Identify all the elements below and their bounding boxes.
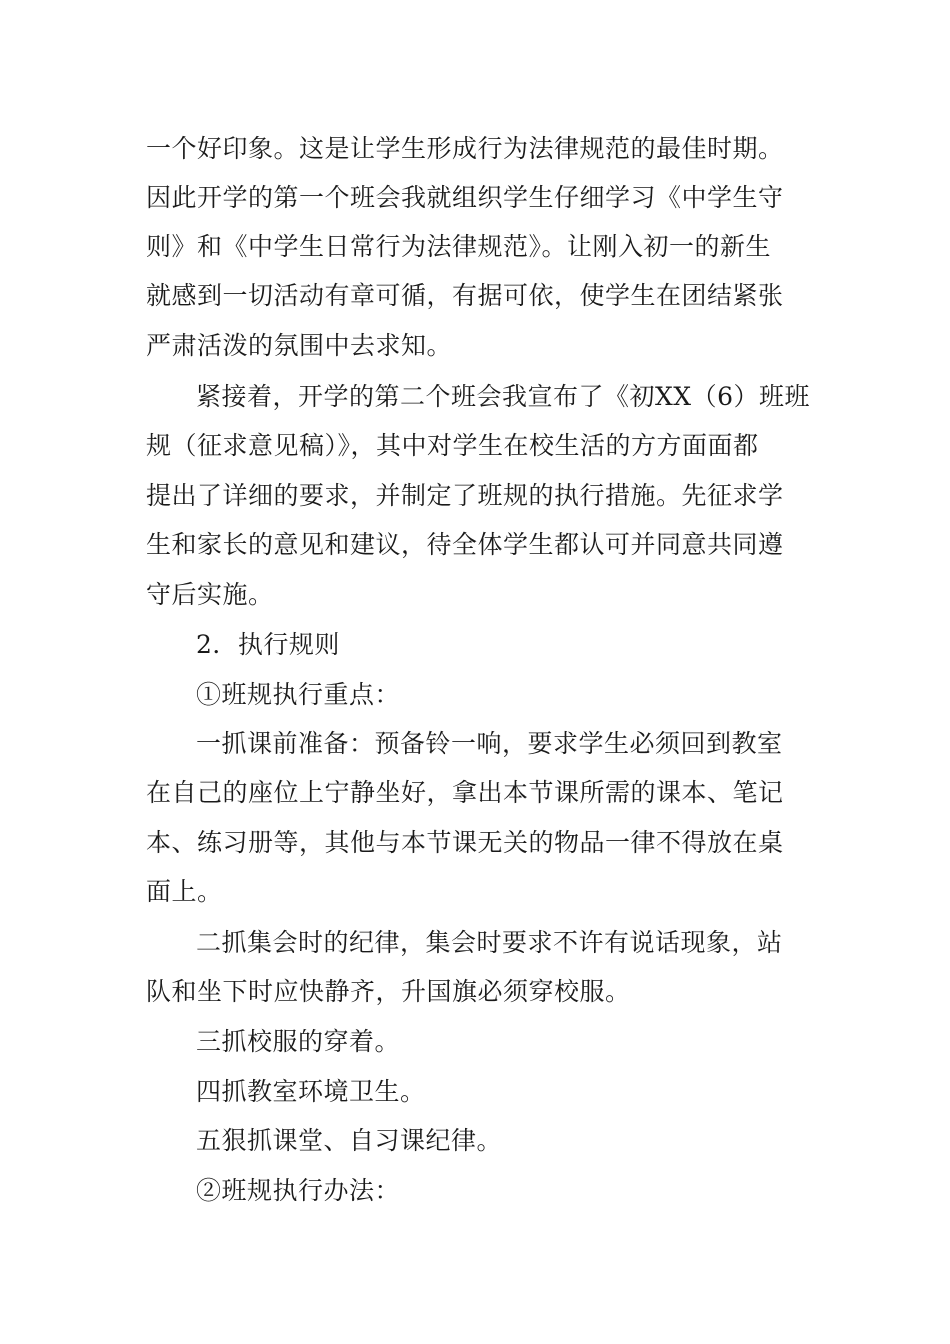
text-line: 生和家长的意见和建议，待全体学生都认可并同意共同遵 [146,530,784,559]
text-line: 面上。 [146,877,223,906]
paragraph-start: 一抓课前准备：预备铃一响，要求学生必须回到教室 [196,729,783,758]
paragraph-start: 紧接着，开学的第二个班会我宣布了《初XX（6）班班 [196,382,811,411]
subsection-heading: ①班规执行重点： [196,680,401,709]
text-line: 本、练习册等，其他与本节课无关的物品一律不得放在桌 [146,828,784,857]
text-line: 一个好印象。这是让学生形成行为法律规范的最佳时期。 [146,134,784,163]
paragraph-start: 二抓集会时的纪律，集会时要求不许有说话现象，站 [196,928,783,957]
text-line: 就感到一切活动有章可循，有据可依，使学生在团结紧张 [146,281,784,310]
text-line: 提出了详细的要求，并制定了班规的执行措施。先征求学 [146,481,784,510]
text-line: 因此开学的第一个班会我就组织学生仔细学习《中学生守 [146,183,784,212]
text-line: 则》和《中学生日常行为法律规范》。让刚入初一的新生 [146,232,772,261]
text-line: 守后实施。 [146,580,274,609]
text-line: 在自己的座位上宁静坐好，拿出本节课所需的课本、笔记 [146,778,784,807]
subsection-heading: ②班规执行办法： [196,1176,401,1205]
list-item: 五狠抓课堂、自习课纪律。 [196,1126,503,1155]
text-line: 队和坐下时应快静齐，升国旗必须穿校服。 [146,977,631,1006]
list-item: 四抓教室环境卫生。 [196,1077,426,1106]
list-item: 三抓校服的穿着。 [196,1027,401,1056]
text-line: 严肃活泼的氛围中去求知。 [146,331,453,360]
section-heading: 2．执行规则 [196,630,340,659]
text-line: 规（征求意见稿）》，其中对学生在校生活的方方面面都 [146,431,759,460]
